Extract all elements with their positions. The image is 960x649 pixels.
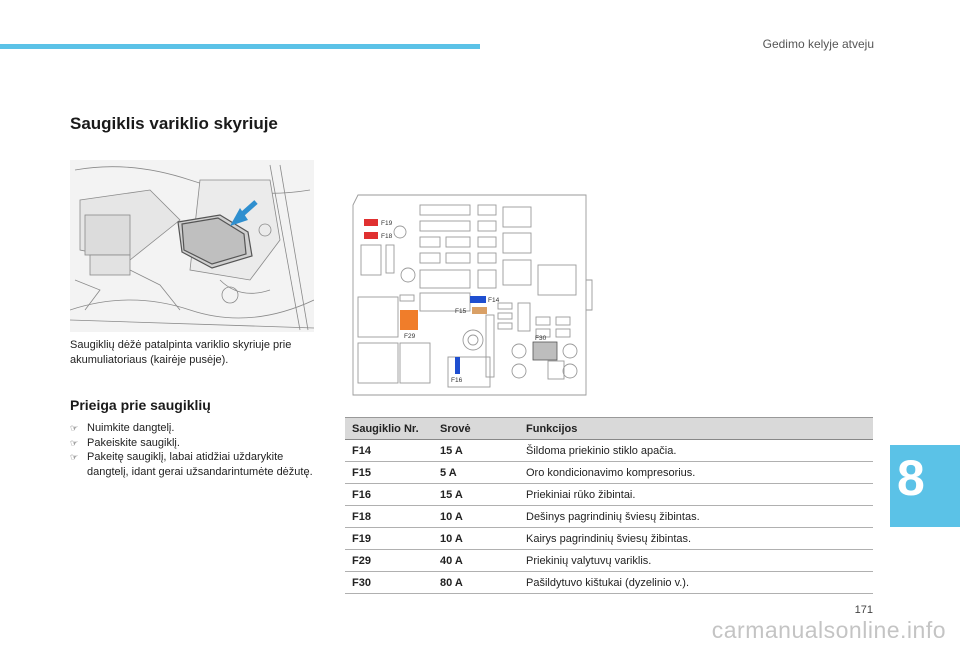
step-text: Pakeitę saugiklį, labai atidžiai uždarykite dangtelį, idant gerai užsandarintumėte dėžutę. (87, 451, 313, 478)
photo-caption: Saugiklių dėžė patalpinta variklio skyriuje prie akumuliatoriaus (kairėje pusėje). (70, 339, 292, 366)
table-row (345, 440, 873, 462)
access-steps (70, 421, 320, 479)
fuse-box-diagram (348, 185, 594, 400)
section-title: Gedimo kelyje atveju (762, 37, 874, 51)
fuse-function: Dešinys pagrindinių šviesų žibintas. (519, 506, 873, 528)
fuse-current: 5 A (433, 462, 519, 484)
watermark: carmanualsonline.info (711, 617, 946, 643)
page-number: 171 (854, 604, 873, 616)
fuse-label-f30: F30 (535, 335, 547, 342)
fuse-number: F19 (345, 528, 433, 550)
fuse-number: F18 (345, 506, 433, 528)
fuse-number: F30 (345, 572, 433, 594)
table-header-row (345, 418, 873, 440)
pointing-finger-icon: ☞ (70, 423, 79, 433)
fuse-number: F29 (345, 550, 433, 572)
list-item (70, 436, 320, 451)
fuse-function: Priekiniai rūko žibintai. (519, 484, 873, 506)
fuse-current: 10 A (433, 528, 519, 550)
page-title: Saugiklis variklio skyriuje (70, 114, 278, 133)
fuse-function: Oro kondicionavimo kompresorius. (519, 462, 873, 484)
column-header: Funkcijos (519, 418, 873, 440)
header-accent-bar (0, 44, 480, 49)
list-item (70, 450, 320, 479)
fuse-function: Pašildytuvo kištukai (dyzelinio v.). (519, 572, 873, 594)
fuse-current: 15 A (433, 484, 519, 506)
step-text: Nuimkite dangtelį. (87, 422, 175, 434)
step-text: Pakeiskite saugiklį. (87, 436, 180, 449)
table-row (345, 506, 873, 528)
fuse-number: F14 (345, 440, 433, 462)
fuse-function: Kairys pagrindinių šviesų žibintas. (519, 528, 873, 550)
list-item (70, 421, 320, 436)
fuse-current: 80 A (433, 572, 519, 594)
column-header: Saugiklio Nr. (345, 418, 433, 440)
fuse-function: Šildoma priekinio stiklo apačia. (519, 440, 873, 462)
fuse-table (345, 417, 873, 594)
pointing-finger-icon: ☞ (70, 452, 79, 462)
fuse-label-f15: F15 (455, 308, 467, 315)
fuse-label-f16: F16 (451, 377, 463, 384)
column-header: Srovė (433, 418, 519, 440)
fuse-current: 10 A (433, 506, 519, 528)
table-row (345, 528, 873, 550)
fuse-current: 15 A (433, 440, 519, 462)
access-title: Prieiga prie saugiklių (70, 397, 211, 413)
fuse-label-f18: F18 (381, 233, 393, 240)
engine-compartment-image (70, 160, 314, 332)
table-row (345, 484, 873, 506)
fuse-label-f19: F19 (381, 220, 393, 227)
fuse-number: F16 (345, 484, 433, 506)
fuse-label-f29: F29 (404, 333, 416, 340)
fuse-label-f14: F14 (488, 297, 500, 304)
pointing-finger-icon: ☞ (70, 437, 79, 448)
fuse-function: Priekinių valytuvų variklis. (519, 550, 873, 572)
table-row (345, 572, 873, 594)
table-row (345, 462, 873, 484)
fuse-number: F15 (345, 462, 433, 484)
fuse-current: 40 A (433, 550, 519, 572)
table-row (345, 550, 873, 572)
chapter-number: 8 (897, 450, 925, 506)
